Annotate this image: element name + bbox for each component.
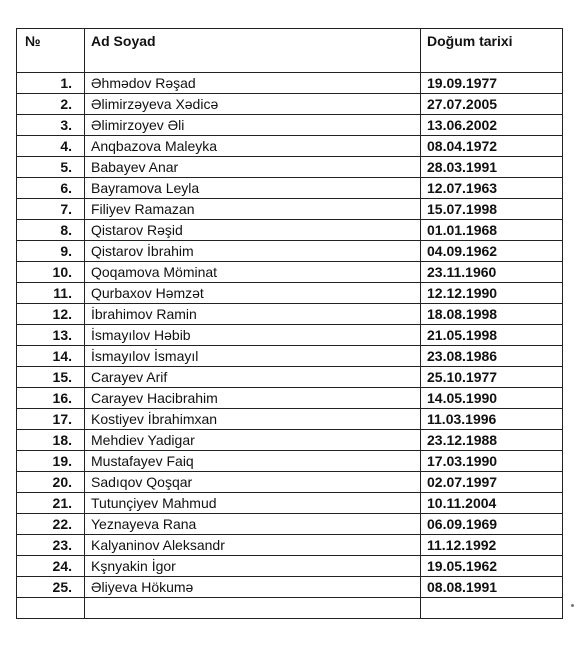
row-number: 7. (17, 199, 85, 220)
table-row (17, 451, 563, 472)
row-number: 9. (17, 241, 85, 262)
row-full-name: Filiyev Ramazan (85, 199, 421, 220)
document-sheet (16, 28, 562, 619)
row-number: 16. (17, 388, 85, 409)
row-full-name: Qistarov İbrahim (85, 241, 421, 262)
row-birth-date: 12.12.1990 (421, 283, 563, 304)
row-full-name: Bayramova Leyla (85, 178, 421, 199)
row-birth-date: 23.12.1988 (421, 430, 563, 451)
table-row (17, 409, 563, 430)
empty-row (17, 598, 563, 619)
row-full-name: Mehdiev Yadigar (85, 430, 421, 451)
row-birth-date: 17.03.1990 (421, 451, 563, 472)
row-full-name: Qistarov Rəşid (85, 220, 421, 241)
row-birth-date: 21.05.1998 (421, 325, 563, 346)
table-row (17, 115, 563, 136)
table-row (17, 157, 563, 178)
table-row (17, 325, 563, 346)
row-number: 19. (17, 451, 85, 472)
row-birth-date: 08.04.1972 (421, 136, 563, 157)
table-row (17, 199, 563, 220)
table-body (17, 73, 563, 619)
table-row (17, 493, 563, 514)
row-number: 6. (17, 178, 85, 199)
row-full-name: Kşnyakin İgor (85, 556, 421, 577)
row-full-name: Carayev Arif (85, 367, 421, 388)
people-table (16, 28, 563, 619)
row-number: 8. (17, 220, 85, 241)
row-birth-date: 04.09.1962 (421, 241, 563, 262)
row-birth-date: 06.09.1969 (421, 514, 563, 535)
empty-cell (421, 598, 563, 619)
table-row (17, 556, 563, 577)
row-number: 22. (17, 514, 85, 535)
row-number: 15. (17, 367, 85, 388)
header-row (17, 29, 563, 73)
table-row (17, 304, 563, 325)
row-full-name: İsmayılov İsmayıl (85, 346, 421, 367)
row-birth-date: 13.06.2002 (421, 115, 563, 136)
header-name: Ad Soyad (85, 29, 421, 73)
row-full-name: İbrahimov Ramin (85, 304, 421, 325)
row-birth-date: 11.12.1992 (421, 535, 563, 556)
table-row (17, 346, 563, 367)
row-full-name: Əlimirzoyev Əli (85, 115, 421, 136)
table-row (17, 262, 563, 283)
table-row (17, 94, 563, 115)
row-full-name: Qurbaxov Həmzət (85, 283, 421, 304)
row-birth-date: 19.09.1977 (421, 73, 563, 94)
empty-cell (17, 598, 85, 619)
row-full-name: Kostiyev İbrahimxan (85, 409, 421, 430)
row-birth-date: 19.05.1962 (421, 556, 563, 577)
header-birth-date: Doğum tarixi (421, 29, 563, 73)
row-number: 10. (17, 262, 85, 283)
row-full-name: Kalyaninov Aleksandr (85, 535, 421, 556)
row-birth-date: 12.07.1963 (421, 178, 563, 199)
row-number: 4. (17, 136, 85, 157)
header-number: № (17, 29, 85, 73)
table-header (17, 29, 563, 73)
row-number: 21. (17, 493, 85, 514)
table-row (17, 535, 563, 556)
row-birth-date: 14.05.1990 (421, 388, 563, 409)
row-birth-date: 15.07.1998 (421, 199, 563, 220)
row-full-name: Yeznayeva Rana (85, 514, 421, 535)
row-number: 25. (17, 577, 85, 598)
row-birth-date: 18.08.1998 (421, 304, 563, 325)
table-row (17, 241, 563, 262)
table-row (17, 388, 563, 409)
scan-speck (571, 604, 574, 607)
table-row (17, 178, 563, 199)
table-row (17, 514, 563, 535)
table-row (17, 577, 563, 598)
row-number: 14. (17, 346, 85, 367)
row-birth-date: 28.03.1991 (421, 157, 563, 178)
row-full-name: Əliyeva Hökumə (85, 577, 421, 598)
row-birth-date: 27.07.2005 (421, 94, 563, 115)
row-number: 3. (17, 115, 85, 136)
row-birth-date: 23.11.1960 (421, 262, 563, 283)
row-birth-date: 25.10.1977 (421, 367, 563, 388)
row-number: 23. (17, 535, 85, 556)
row-birth-date: 11.03.1996 (421, 409, 563, 430)
table-row (17, 220, 563, 241)
row-full-name: Anqbazova Maleyka (85, 136, 421, 157)
row-number: 17. (17, 409, 85, 430)
row-birth-date: 23.08.1986 (421, 346, 563, 367)
row-birth-date: 08.08.1991 (421, 577, 563, 598)
row-number: 12. (17, 304, 85, 325)
empty-cell (85, 598, 421, 619)
row-full-name: Carayev Hacibrahim (85, 388, 421, 409)
row-full-name: Əhmədov Rəşad (85, 73, 421, 94)
row-birth-date: 01.01.1968 (421, 220, 563, 241)
row-birth-date: 02.07.1997 (421, 472, 563, 493)
table-row (17, 136, 563, 157)
table-row (17, 283, 563, 304)
row-number: 13. (17, 325, 85, 346)
row-number: 24. (17, 556, 85, 577)
row-full-name: Əlimirzəyeva Xədicə (85, 94, 421, 115)
row-full-name: Babayev Anar (85, 157, 421, 178)
row-number: 1. (17, 73, 85, 94)
row-number: 20. (17, 472, 85, 493)
table-row (17, 472, 563, 493)
row-number: 18. (17, 430, 85, 451)
row-full-name: Mustafayev Faiq (85, 451, 421, 472)
row-full-name: İsmayılov Həbib (85, 325, 421, 346)
table-row (17, 367, 563, 388)
row-full-name: Qoqamova Möminat (85, 262, 421, 283)
table-row (17, 430, 563, 451)
row-full-name: Sadıqov Qoşqar (85, 472, 421, 493)
row-number: 2. (17, 94, 85, 115)
row-number: 11. (17, 283, 85, 304)
table-row (17, 73, 563, 94)
row-number: 5. (17, 157, 85, 178)
row-full-name: Tutunçiyev Mahmud (85, 493, 421, 514)
row-birth-date: 10.11.2004 (421, 493, 563, 514)
